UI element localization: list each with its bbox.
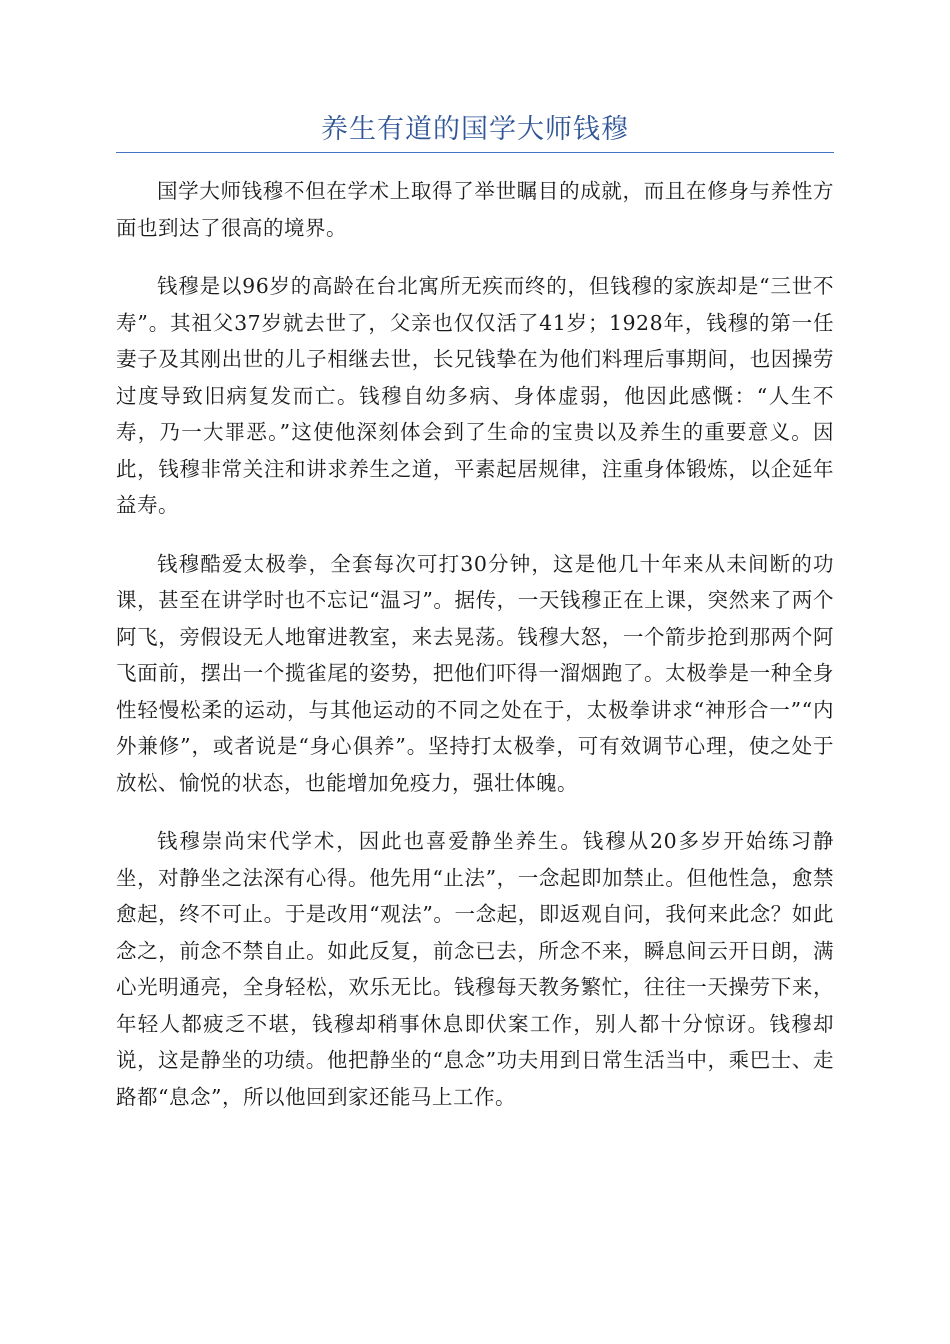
- paragraph-meditation: 钱穆崇尚宋代学术，因此也喜爱静坐养生。钱穆从20多岁开始练习静坐，对静坐之法深有心得。他先用“止法”，一念起即加禁止。但他性急，愈禁愈起，终不可止。于是改用“观法”。一念起，即返观自问，我何来此念？如此念之，前念不禁自止。如此反复，前念已去，所念不来，瞬息间云开日朗，满心光明通亮，全身轻松，欢乐无比。钱穆每天教务繁忙，往往一天操劳下来，年轻人都疲乏不堪，钱穆却稍事休息即伏案工作，别人都十分惊讶。钱穆却说，这是静坐的功绩。他把静坐的“息念”功夫用到日常生活当中，乘巴士、走路都“息念”，所以他回到家还能马上工作。: [116, 829, 834, 1109]
- title-underline: [116, 152, 834, 153]
- page-title: 养生有道的国学大师钱穆: [321, 114, 629, 145]
- document-page: [116, 110, 834, 1115]
- paragraph-family-history: 钱穆是以96岁的高龄在台北寓所无疾而终的，但钱穆的家族却是“三世不寿”。其祖父37岁就去世了，父亲也仅仅活了41岁；1928年，钱穆的第一任妻子及其刚出世的儿子相继去世，长兄钱挚在为他们料理后事期间，也因操劳过度导致旧病复发而亡。钱穆自幼多病、身体虚弱，他因此感慨：“人生不寿，乃一大罪恶。”这使他深刻体会到了生命的宝贵以及养生的重要意义。因此，钱穆非常关注和讲求养生之道，平素起居规律，注重身体锻炼，以企延年益寿。: [116, 274, 834, 517]
- paragraph-intro: 国学大师钱穆不但在学术上取得了举世瞩目的成就，而且在修身与养性方面也到达了很高的境界。: [116, 179, 834, 240]
- paragraph-taiji: 钱穆酷爱太极拳，全套每次可打30分钟，这是他几十年来从未间断的功课，甚至在讲学时也不忘记“温习”。据传，一天钱穆正在上课，突然来了两个阿飞，旁假设无人地窜进教室，来去晃荡。钱穆大怒，一个箭步抢到那两个阿飞面前，摆出一个揽雀尾的姿势，把他们吓得一溜烟跑了。太极拳是一种全身性轻慢松柔的运动，与其他运动的不同之处在于，太极拳讲求“神形合一”“内外兼修”，或者说是“身心俱养”。坚持打太极拳，可有效调节心理，使之处于放松、愉悦的状态，也能增加免疫力，强壮体魄。: [116, 551, 834, 795]
